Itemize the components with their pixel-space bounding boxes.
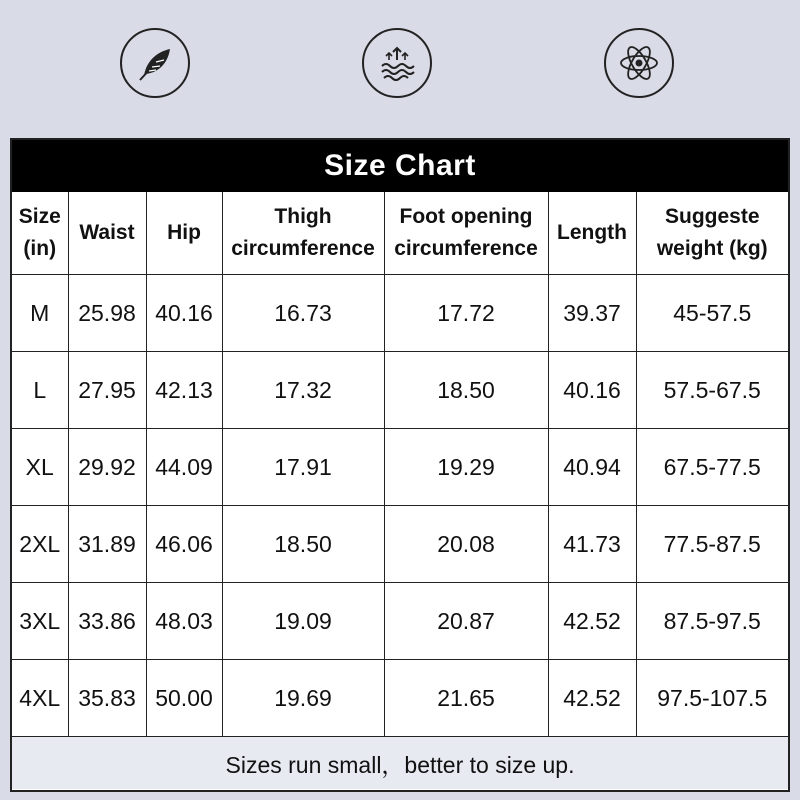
table-cell: XL — [12, 429, 68, 506]
table-cell: 17.72 — [384, 275, 548, 352]
table-cell: 45-57.5 — [636, 275, 788, 352]
table-cell: 46.06 — [146, 506, 222, 583]
table-cell: 87.5-97.5 — [636, 583, 788, 660]
header-line: Length — [557, 221, 627, 244]
size-header — [12, 192, 68, 275]
size-table — [12, 192, 788, 737]
table-cell: M — [12, 275, 68, 352]
table-cell: 31.89 — [68, 506, 146, 583]
table-cell: 77.5-87.5 — [636, 506, 788, 583]
header-line: (in) — [23, 237, 57, 260]
table-cell: 35.83 — [68, 660, 146, 737]
table-cell: 25.98 — [68, 275, 146, 352]
header-line: circumference — [231, 237, 375, 260]
table-cell: 17.32 — [222, 352, 384, 429]
table-cell: 20.08 — [384, 506, 548, 583]
table-cell: 18.50 — [222, 506, 384, 583]
table-cell: L — [12, 352, 68, 429]
header-row — [12, 192, 788, 275]
table-row — [12, 275, 788, 352]
table-cell: 42.52 — [548, 583, 636, 660]
thigh-header — [222, 192, 384, 275]
table-row — [12, 429, 788, 506]
table-cell: 57.5-67.5 — [636, 352, 788, 429]
header-line: Waist — [79, 221, 135, 244]
length-header — [548, 192, 636, 275]
header-line: Hip — [167, 221, 201, 244]
table-cell: 20.87 — [384, 583, 548, 660]
header-line: Foot opening — [399, 205, 533, 228]
breathable-waves-icon — [362, 28, 432, 98]
table-cell: 67.5-77.5 — [636, 429, 788, 506]
table-cell: 42.13 — [146, 352, 222, 429]
table-cell: 50.00 — [146, 660, 222, 737]
foot-opening-header — [384, 192, 548, 275]
header-line: weight (kg) — [656, 237, 768, 260]
table-cell: 29.92 — [68, 429, 146, 506]
weight-header — [636, 192, 788, 275]
waist-header — [68, 192, 146, 275]
table-body — [12, 275, 788, 737]
table-cell: 40.16 — [146, 275, 222, 352]
table-cell: 16.73 — [222, 275, 384, 352]
table-cell: 3XL — [12, 583, 68, 660]
table-cell: 21.65 — [384, 660, 548, 737]
leaf-icon — [120, 28, 190, 98]
table-cell: 97.5-107.5 — [636, 660, 788, 737]
table-cell: 40.94 — [548, 429, 636, 506]
table-cell: 39.37 — [548, 275, 636, 352]
header-line: Suggeste — [664, 205, 760, 228]
table-cell: 19.69 — [222, 660, 384, 737]
header-line: circumference — [394, 237, 538, 260]
table-row — [12, 506, 788, 583]
table-row — [12, 583, 788, 660]
table-cell: 42.52 — [548, 660, 636, 737]
table-cell: 40.16 — [548, 352, 636, 429]
hip-header — [146, 192, 222, 275]
table-row — [12, 660, 788, 737]
table-cell: 19.09 — [222, 583, 384, 660]
header-line: Size — [18, 205, 61, 228]
table-cell: 27.95 — [68, 352, 146, 429]
table-row — [12, 352, 788, 429]
table-cell: 41.73 — [548, 506, 636, 583]
atom-icon — [604, 28, 674, 98]
table-cell: 2XL — [12, 506, 68, 583]
header-line: Thigh — [274, 205, 332, 228]
table-cell: 18.50 — [384, 352, 548, 429]
size-chart — [10, 138, 790, 792]
table-cell: 48.03 — [146, 583, 222, 660]
feature-icons — [0, 0, 800, 140]
sizing-note: Sizes run small，better to size up. — [12, 737, 788, 789]
table-cell: 44.09 — [146, 429, 222, 506]
chart-title: Size Chart — [12, 140, 788, 192]
table-cell: 19.29 — [384, 429, 548, 506]
table-cell: 4XL — [12, 660, 68, 737]
table-cell: 33.86 — [68, 583, 146, 660]
table-cell: 17.91 — [222, 429, 384, 506]
